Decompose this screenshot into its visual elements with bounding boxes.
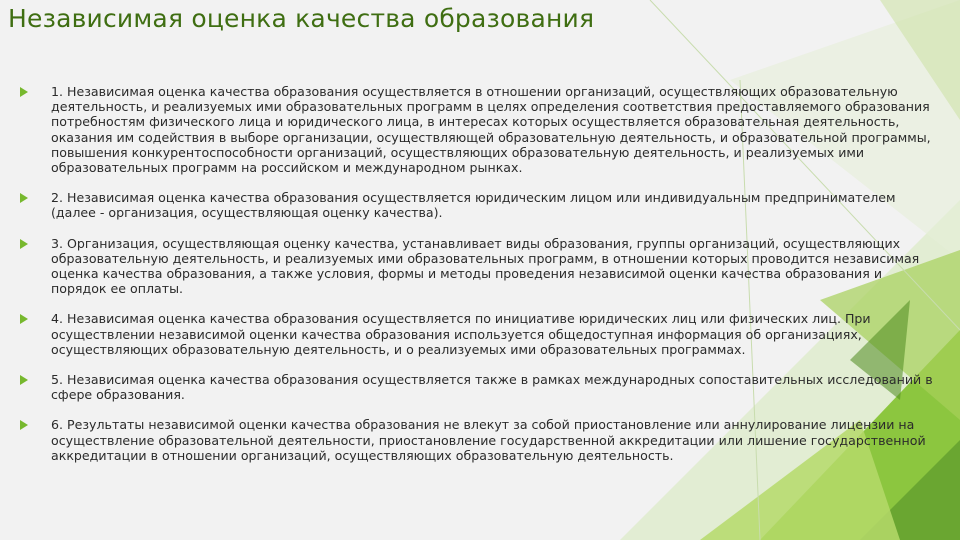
list-item [20, 372, 950, 402]
triangle-bullet-icon [20, 193, 28, 203]
triangle-bullet-icon [20, 420, 28, 430]
list-item [20, 417, 950, 463]
slide-title: Независимая оценка качества образования [8, 4, 595, 33]
list-item-text: 2. Независимая оценка качества образования осуществляется юридическим лицом или индивидуальным предпринимателем (далее - организация, осуществляющая оценку качества). [51, 190, 896, 221]
triangle-bullet-icon [20, 375, 28, 385]
list-item-text: 6. Результаты независимой оценки качества образования не влекут за собой приостановление или аннулирование лицензии на осуществление образовательной деятельности, приостановление государственной аккредитации или лишение государственной аккредитации в отношении организаций, осуществляющих образовательную деятельность. [51, 417, 926, 463]
triangle-bullet-icon [20, 239, 28, 249]
bullet-list [20, 84, 950, 478]
list-item-text: 1. Независимая оценка качества образования осуществляется в отношении организаций, осуществляющих образовательную деятельность, и реализуемых ими образовательных программ в целях определения соответствия предоставляемого образования потребностям физического лица и юридического лица, в интересах которых осуществляется образовательная деятельность, оказания им содействия в выборе организации, осуществляющей образовательную деятельность, и образовательной программы, повышения конкурентоспособности организаций, осуществляющих образовательную деятельность, и реализуемых ими образовательных программ на российском и международном рынках. [51, 84, 931, 176]
list-item [20, 84, 950, 175]
triangle-bullet-icon [20, 87, 28, 97]
triangle-bullet-icon [20, 314, 28, 324]
list-item [20, 236, 950, 297]
list-item-text: 3. Организация, осуществляющая оценку качества, устанавливает виды образования, группы организаций, осуществляющих образовательную деятельность, и реализуемых ими образовательных программ, в отношении которых проводится независимая оценка качества образования, а также условия, формы и методы проведения независимой оценки качества образования и порядок ее оплаты. [51, 235, 920, 297]
list-item [20, 190, 950, 220]
list-item-text: 4. Независимая оценка качества образования осуществляется по инициативе юридических лиц или физических лиц. При осуществлении независимой оценки качества образования используется общедоступная информация об организациях, осуществляющих образовательную деятельность, и о реализуемых ими образовательных программах. [51, 311, 871, 357]
list-item [20, 311, 950, 357]
list-item-text: 5. Независимая оценка качества образования осуществляется также в рамках международных сопоставительных исследований в сфере образования. [51, 372, 933, 403]
